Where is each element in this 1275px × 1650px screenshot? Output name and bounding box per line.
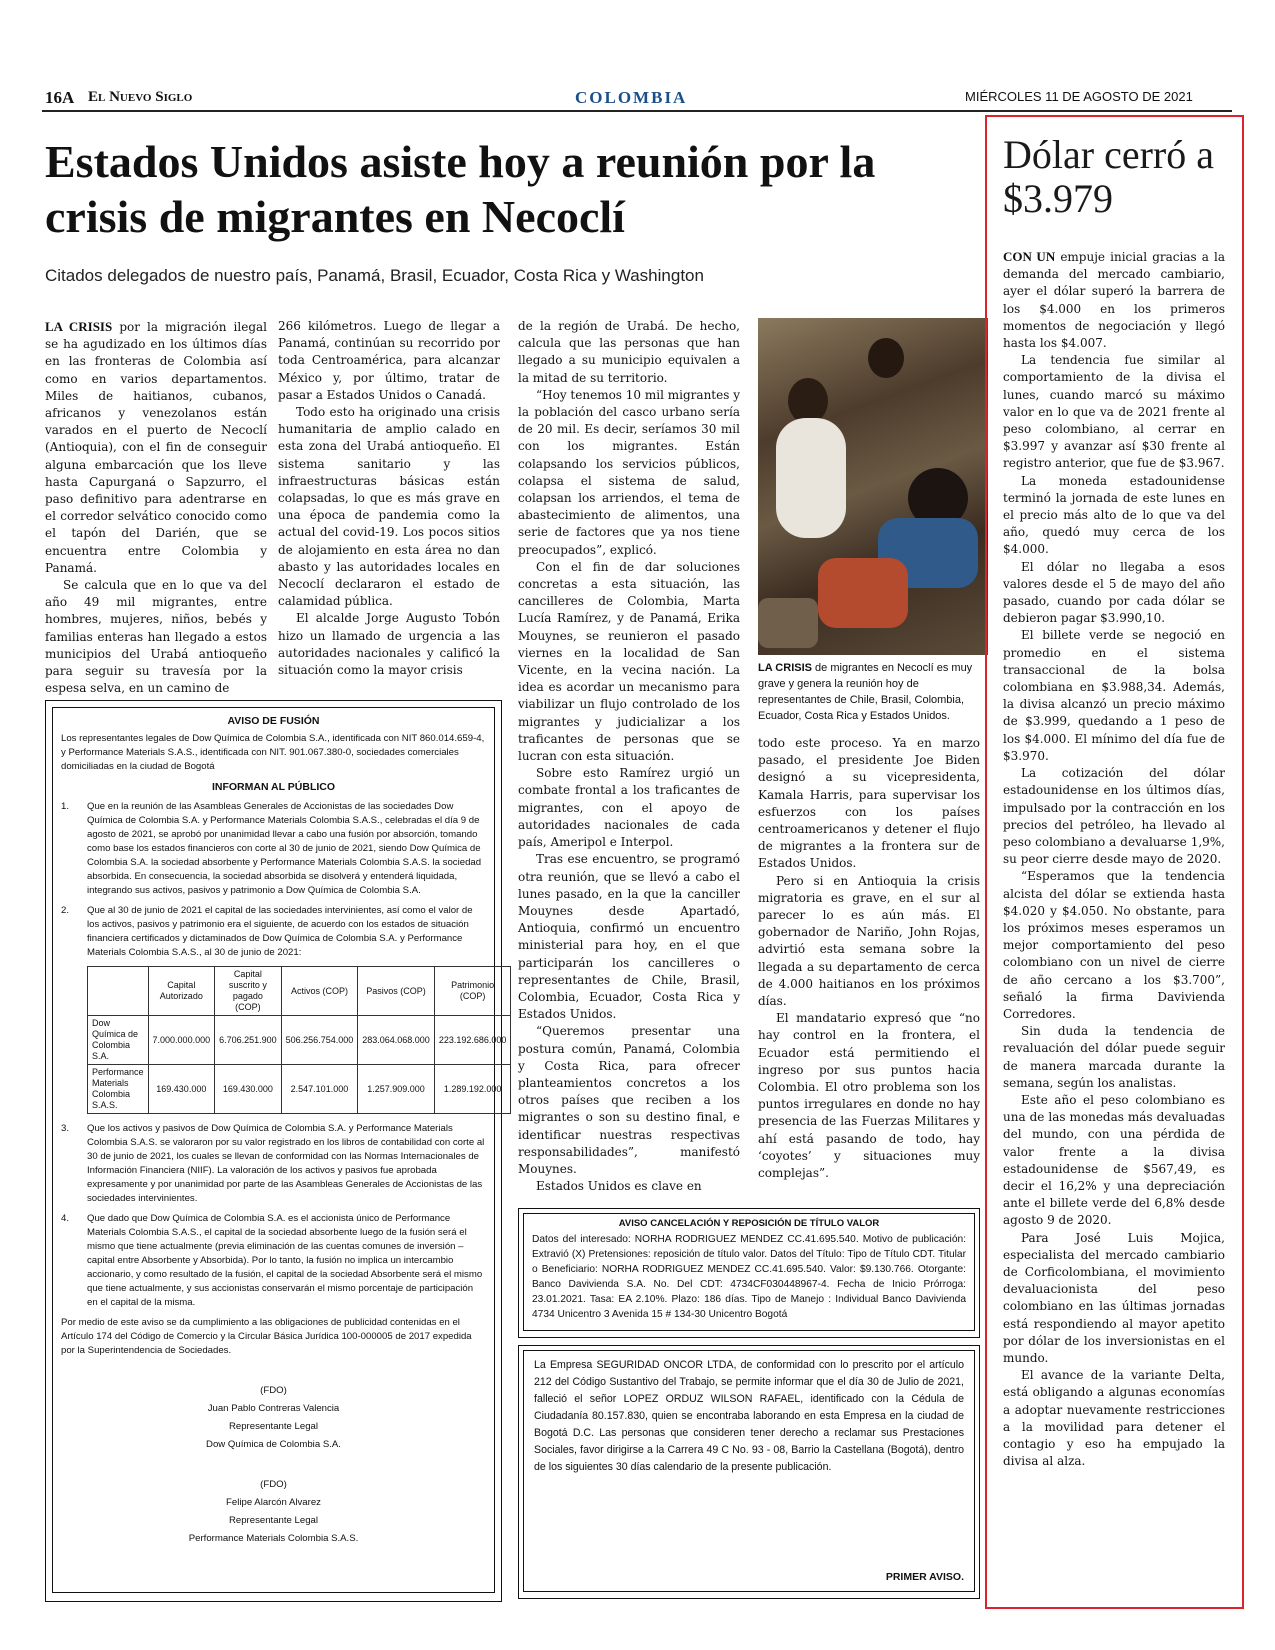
notice-item: 2. Que al 30 de junio de 2021 el capital de las sociedades intervinientes, así como el valor de los activos, pasivos y patrimonio era el siguiente, de acuerdo con los estados de situación financiera certificados y dictaminados de Dow Química de Colombia S.A. y Performance Materials Colombia S.A.S., al 30 de junio de 2021: — [61, 905, 473, 958]
paragraph: 266 kilómetros. Luego de llegar a Panamá, continúan su recorrido por toda Centroamérica, para alcanzar México y, por último, tratar de pasar a Estados Unidos o Canadá. — [278, 319, 500, 402]
paragraph: El alcalde Jorge Augusto Tobón hizo un llamado de urgencia a las autoridades nacionales y calificó la situación como la mayor crisis — [278, 611, 500, 678]
title-cancellation-notice — [518, 1208, 980, 1338]
notice-footer: PRIMER AVISO. — [885, 1571, 964, 1583]
paragraph: La cotización del dólar estadounidense en los últimos días, impulsado por la contracción en los precios del petróleo, ha llevado al peso colombiano a devaluarse 1,9%, su peor cierre desde mayo de 2020. — [1003, 766, 1225, 867]
paragraph: Pero si en Antioquia la crisis migratoria es grave, en el sur al parecer lo es aún más. El gobernador de Nariño, John Rojas, advirtió esta semana sobre la llegada a su departamento de cerca de 4.000 haitianos en los próximos días. — [758, 873, 980, 1009]
paragraph: Sobre esto Ramírez urgió un combate frontal a los traficantes de migrantes, con el apoyo de autoridades nacionales de cada país, Ameripol e Interpol. — [518, 766, 740, 850]
paragraph: Sin duda la tendencia de revaluación del dólar puede seguir de manera marcada durante la semana, según los analistas. — [1003, 1024, 1225, 1090]
financial-table: Capital Autorizado Capital suscrito y pagado (COP) Activos (COP) Pasivos (COP) Patrimonio (COP) Dow Química de Colombia S.A. 7.000.000.000 6.706.251.900 506.256.754.000 283.064.068.000 223.192.686.000 Performance Materials Colombia S.A.S. 169.430.000 169.430.000 2.547.101.000 1.257.909.000 1.289.192.000 — [87, 966, 511, 1114]
notice-item: 4. Que dado que Dow Química de Colombia S.A. es el accionista único de Performance Materials Colombia S.A.S., el capital de la sociedad absorbente luego de la fusión será el mismo que tiene actualmente (previa eliminación de las cuentas comunes de inversión – capital entre Absorbente y Absorbida). Por lo tanto, la fusión no implica un intercambio accionario, y como resultado de la fusión, el capital de la sociedad Absorbente será el mismo que tiene actualmente, y sus accionistas conservarán el mismo porcentaje de participación en el capital de la misma. — [61, 1213, 483, 1308]
migrants-photo — [758, 318, 988, 655]
notice-item: 1. Que en la reunión de las Asambleas Generales de Accionistas de las sociedades Dow Química de Colombia S.A. y Performance Materials Colombia S.A.S., celebradas el día 9 de agosto de 2021, se aprobó por unanimidad llevar a cabo una fusión por absorción, tomando como base los estados financieros con corte al 30 de junio de 2021, siendo Dow Química de Colombia S.A. la sociedad absorbente y Performance Materials Colombia S.A.S. la sociedad absorbida. En consecuencia, la sociedad absorbida se disolverá y entenderá liquidada, integrando sus activos, pasivos y patrimonio a Dow Química de Colombia S.A. — [61, 801, 482, 896]
paragraph: todo este proceso. Ya en marzo pasado, el presidente Joe Biden designó a su vicepresidenta, Kamala Harris, para supervisar los esfuerzos con los países centroamericanos y detener el flujo de migrantes a la frontera sur de Estados Unidos. — [758, 736, 980, 871]
article-subhead: Citados delegados de nuestro país, Panamá, Brasil, Ecuador, Costa Rica y Washington — [45, 266, 704, 285]
notice-intro: Los representantes legales de Dow Química de Colombia S.A., identificada con NIT 860.014.659-4, y Performance Materials S.A.S., identificada con NIT. 901.067.380-0, sociedades comerciales domiciliadas en la ciudad de Bogotá — [61, 733, 485, 772]
paragraph: El avance de la variante Delta, está obligando a algunas economías a adoptar nuevamente restricciones a la movilidad para detener el contagio y eso ha empujado la divisa al alza. — [1003, 1368, 1225, 1469]
paragraph: El billete verde se negoció en promedio en el sistema transaccional de la bolsa colombiana en $3.988,34. Además, la divisa alcanzó un precio máximo de $3.999, quedando a 1 peso de los $4.000. El mínimo del día fue de $3.970. — [1003, 628, 1225, 763]
sidebar-column — [1003, 248, 1225, 1470]
lead-in: LA CRISIS — [45, 319, 113, 334]
header-rule — [42, 110, 1232, 112]
article-headline: Estados Unidos asiste hoy a reunión por la crisis de migrantes en Necoclí — [45, 136, 876, 242]
paragraph: “Hoy tenemos 10 mil migrantes y la población del casco urbano sería de 20 mil. Es decir, seríamos 30 mil con los migrantes. Están colapsando los servicios públicos, colapsa el sistema de salud, colapsan los arriendos, el tema de abastecimiento de alimentos, una serie de factores que ya nos tiene preocupados”, explicó. — [518, 387, 740, 557]
table-row: Performance Materials Colombia S.A.S. 169.430.000 169.430.000 2.547.101.000 1.257.909.000 1.289.192.000 — [88, 1065, 511, 1114]
fusion-notice — [45, 700, 507, 1602]
section-title: COLOMBIA — [575, 88, 688, 107]
table-row: Dow Química de Colombia S.A. 7.000.000.000 6.706.251.900 506.256.754.000 283.064.068.000 223.192.686.000 — [88, 1016, 511, 1065]
paragraph: de la región de Urabá. De hecho, calcula que las personas que han llegado a su municipio equivalen a la mitad de su territorio. — [518, 319, 740, 385]
article-column-2 — [278, 318, 500, 679]
paragraph: Tras ese encuentro, se programó otra reunión, que se llevó a cabo el lunes pasado, en la que la canciller Mouynes desde Apartadó, Antioquia, confirmó un encuentro ministerial para hoy, en el que participarán los cancilleres o representantes de Chile, Brasil, Colombia, Ecuador, Costa Rica y Estados Unidos. — [518, 852, 740, 1022]
article-column-4 — [758, 735, 980, 1182]
sidebar-headline: Dólar cerró a $3.979 — [1003, 132, 1214, 221]
notice-title: AVISO CANCELACIÓN Y REPOSICIÓN DE TÍTULO VALOR — [618, 1218, 880, 1229]
paragraph: La moneda estadounidense terminó la jornada de este lunes en el precio más alto de lo que va del año, quedó muy cerca de los $4.000. — [1003, 473, 1225, 557]
paragraph: Todo esto ha originado una crisis humanitaria de amplio calado en esta zona del Urabá antioqueño. El sistema sanitario y las infraestructuras básicas están colapsadas, lo que es más grave en una época de pandemia como la actual del covid-19. Los pocos sitios de alojamiento en esta área no dan abasto y las autoridades locales en Necoclí declararon el estado de calamidad pública. — [278, 405, 500, 609]
paragraph: Estados Unidos es clave en — [536, 1179, 702, 1194]
notice-subtitle: INFORMAN AL PÚBLICO — [211, 781, 336, 793]
paragraph: La tendencia fue similar al comportamiento de la divisa el lunes, cuando marcó su máximo valor en lo que va de 2021 frente al peso colombiano, al cerrar en $3.997 y avanzar así $30 frente al registro anterior, que fue de $3.967. — [1003, 353, 1225, 471]
notice-item: 3. Que los activos y pasivos de Dow Química de Colombia S.A. y Performance Materials Colombia S.A.S. se valoraron por su valor registrado en los libros de contabilidad con corte al 30 de junio de 2021, los cuales se llevan de conformidad con las Normas Internacionales de Información Financiera (NIIF). La valoración de los activos y pasivos fue aprobada expresamente y por unanimidad por parte de las Asambleas Generales de Accionistas de las sociedades intervinientes. — [61, 1123, 485, 1204]
paragraph: “Queremos presentar una postura común, Panamá, Colombia y Costa Rica, para ofrecer planteamientos concretos a los otros países que reciben a los migrantes o son su destino final, e identificar nuestras respectivas responsabilidades”, manifestó Mouynes. — [518, 1024, 740, 1176]
paragraph: CON UN empuje inicial gracias a la demanda del mercado cambiario, ayer el dólar superó la barrera de los $4.000 en los primeros momentos de negociación y llegó hasta los $4.007. — [1003, 249, 1225, 351]
paragraph: Para José Luis Mojica, especialista del mercado cambiario de Corficolombiana, el movimiento devaluacionista del peso colombiano en las últimas jornadas está respondiendo al mayor apetito por dólar de los inversionistas en el mundo. — [1003, 1230, 1225, 1365]
newspaper-name: El Nuevo Siglo — [88, 89, 193, 105]
oncor-notice — [518, 1345, 980, 1599]
issue-date: MIÉRCOLES 11 DE AGOSTO DE 2021 — [965, 89, 1193, 104]
signature-block: (FDO) Felipe Alarcón Alvarez Representante Legal Performance Materials Colombia S.A.S. — [188, 1479, 359, 1544]
notice-body: La Empresa SEGURIDAD ONCOR LTDA, de conformidad con lo prescrito por el artículo 212 del Código Sustantivo del Trabajo, se permite informar que el día 30 de Julio de 2021, falleció el señor LOPEZ ORDUZ WILSON RAFAEL, identificado con la Cédula de Ciudadanía 80.157.830, quien se encontraba laborando en esta Empresa en la ciudad de Bogotá D.C. Las personas que consideren tener derecho a reclamar sus Prestaciones Sociales, favor dirigirse a la Carrera 49 C No. 93 - 08, Barrio la Castellana (Bogotá), dentro de los siguientes 30 días calendario de la presente publicación. — [534, 1359, 964, 1473]
article-column-1 — [45, 318, 267, 697]
paragraph: Se calcula que en lo que va del año 49 mil migrantes, entre hombres, mujeres, niños, bebés y familias enteras han llegado a estos municipios del Urabá antioqueño para seguir su travesía por la espesa selva, en un camino de — [45, 578, 267, 696]
notice-closing: Por medio de este aviso se da cumplimiento a las obligaciones de publicidad contenidas en el Artículo 174 del Código de Comercio y la Circular Básica Jurídica 100-000005 de 2017 expedida por la Superintendencia de Sociedades. — [61, 1317, 472, 1356]
paragraph: Con el fin de dar soluciones concretas a esta situación, las cancilleres de Colombia, Marta Lucía Ramírez, y de Panamá, Erika Mouynes, se reunieron el pasado viernes en la localidad de San Vicente, en la vecina nación. La idea es acordar un mecanismo para viabilizar un flujo controlado de los migrantes y judicializar a los traficantes de personas que se lucran con esta situación. — [518, 559, 740, 764]
page-number: 16A — [45, 88, 75, 107]
paragraph: “Esperamos que la tendencia alcista del dólar se extienda hasta $4.020 y $4.050. No obstante, para los próximos meses esperamos un mejor comportamiento del peso colombiano con un nivel de cierre de año cercano a los $3.700”, señaló la firma Davivienda Corredores. — [1003, 869, 1225, 1021]
notice-title: AVISO DE FUSIÓN — [227, 715, 320, 727]
article-column-3 — [518, 318, 740, 1195]
photo-caption: LA CRISIS de migrantes en Necoclí es muy grave y genera la reunión hoy de representantes de Chile, Brasil, Colombia, Ecuador, Costa Rica y Estados Unidos. — [758, 662, 973, 722]
paragraph: El mandatario expresó que “no hay control en la frontera, el Ecuador está permitiendo el ingreso por sus puntos hacia Colombia. El otro problema son los puntos irregulares en donde no hay presencia de las Fuerzas Militares y ahí está pasando de todo, hay ‘coyotes’ y situaciones muy complejas”. — [758, 1011, 980, 1181]
paragraph: Este año el peso colombiano es una de las monedas más devaluadas del mundo, con una pérdida de valor frente a la divisa estadounidense de $567,49, es decir el 16,2% y una depreciación ante el billete verde del 6,8% desde agosto 9 de 2020. — [1003, 1092, 1225, 1228]
paragraph: LA CRISIS por la migración ilegal se ha agudizado en los últimos días en las fronteras de Colombia así como en varios departamentos. Miles de haitianos, cubanos, africanos y venezolanos están varados en el puerto de Necoclí (Antioquia), con el fin de conseguir alguna embarcación que los lleve hasta Capurganá o Sapzurro, el paso definitivo para adentrarse en el corredor selvático conocido como el tapón del Darién, que se encuentra entre Colombia y Panamá. — [45, 319, 267, 575]
notice-body: Datos del interesado: NORHA RODRIGUEZ MENDEZ CC.41.695.540. Motivo de publicación: Extravió (X) Pretensiones: reposición de título valor. Datos del Título: Tipo de Título CDT. Titular o Beneficiario: NORHA RODRIGUEZ MENDEZ CC.41.695.540. Valor: $9.130.766. Otorgante: Banco Davivienda S.A. No. Del CDT: 4734CF030448967-4. Fecha de Inicio Prórroga: 23.01.2021. Tasa: EA 2.10%. Plazo: 186 días. Tipo de Manejo : Individual Banco Davivienda 4734 Unicentro 3 Avenida 15 # 134-30 Unicentro Bogotá — [532, 1234, 966, 1320]
paragraph: El dólar no llegaba a esos valores desde el 5 de mayo del año pasado, cuando por cada dólar se debieron pagar $3.990,10. — [1003, 559, 1225, 626]
signature-block: (FDO) Juan Pablo Contreras Valencia Representante Legal Dow Química de Colombia S.A. — [206, 1385, 341, 1450]
lead-in: CON UN — [1003, 249, 1056, 264]
